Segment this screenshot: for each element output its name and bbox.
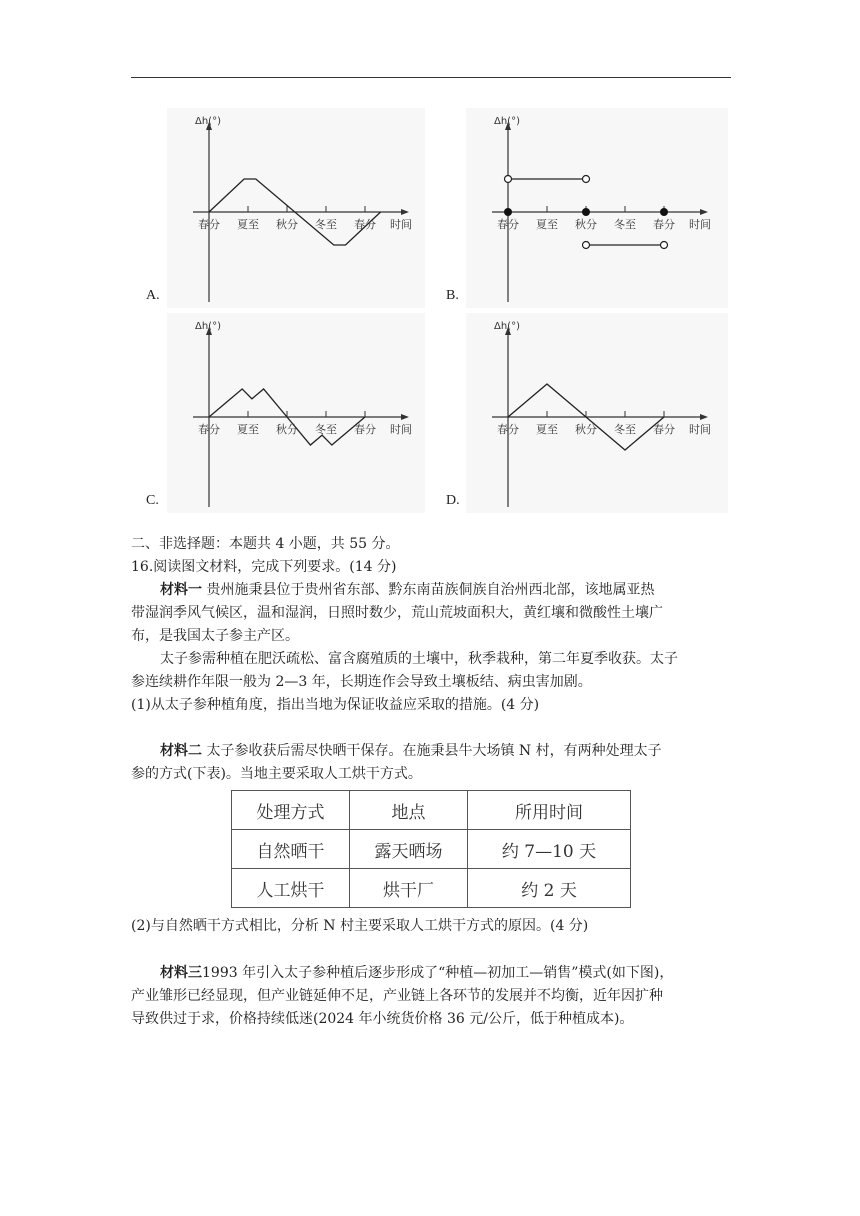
graph-a (167, 108, 425, 308)
table-cell: 烘干厂 (350, 869, 468, 908)
material3-line3: 导致供过于求，价格持续低迷(2024 年小统货价格 36 元/公斤，低于种植成本)。 (131, 1011, 634, 1027)
filled-point (504, 208, 512, 216)
graph-panel-b (466, 108, 728, 308)
x-axis-arrow (401, 209, 409, 215)
table-row (232, 869, 631, 908)
x-tick-label: 夏至 (237, 423, 259, 436)
material2-text1: 太子参收获后需尽快晒干保存。在施秉县牛大场镇 N 村，有两种处理太子 (202, 743, 662, 759)
x-tick-label: 春分 (497, 423, 519, 436)
open-point (583, 242, 590, 249)
graph-panel-a (167, 108, 425, 308)
material1-text1: 贵州施秉县位于贵州省东部、黔东南苗族侗族自治州西北部，该地属亚热 (202, 582, 655, 598)
x-tick-label: 秋分 (575, 218, 597, 231)
x-tick-label: 秋分 (276, 423, 298, 436)
graph-panel-d (466, 313, 728, 513)
table-header-row (232, 791, 631, 830)
x-tick-label: 春分 (354, 218, 376, 231)
x-axis-label: 时间 (390, 218, 412, 231)
table-cell: 约 7—10 天 (468, 830, 631, 869)
option-letter-a: A. (146, 288, 160, 303)
material3-line1 (160, 963, 673, 983)
x-tick-label: 春分 (653, 423, 675, 436)
question-2: (2)与自然晒干方式相比，分析 N 村主要采取人工烘干方式的原因。(4 分) (131, 918, 589, 934)
y-axis-label: Δh(°) (195, 116, 221, 127)
table-header-cell: 所用时间 (468, 791, 631, 830)
material1-p2-line1: 太子参需种植在肥沃疏松、富含腐殖质的土壤中，秋季栽种，第二年夏季收获。太子 (160, 651, 678, 667)
filled-point (660, 208, 668, 216)
x-axis-label: 时间 (390, 423, 412, 436)
material2-line2: 参的方式(下表)。当地主要采取人工烘干方式。 (131, 766, 422, 782)
table-cell: 约 2 天 (468, 869, 631, 908)
option-letter-d: D. (446, 493, 460, 508)
table-header-cell: 处理方式 (232, 791, 350, 830)
x-tick-label: 春分 (497, 218, 519, 231)
x-tick-label: 秋分 (276, 218, 298, 231)
material3-text1: 1993 年引入太子参种植后逐步形成了“种植—初加工—销售”模式(如下图)， (202, 965, 674, 981)
x-axis-arrow (700, 414, 708, 420)
option-letter-c: C. (146, 493, 159, 508)
material2-label: 材料二 (160, 743, 202, 759)
filled-point (582, 208, 590, 216)
x-tick-label: 春分 (198, 218, 220, 231)
open-point (583, 176, 590, 183)
x-tick-label: 冬至 (315, 423, 337, 436)
x-tick-label: 夏至 (237, 218, 259, 231)
table-row (232, 830, 631, 869)
question-1: (1)从太子参种植角度，指出当地为保证收益应采取的措施。(4 分) (131, 697, 540, 713)
graph-panel-c (167, 313, 425, 513)
material1-p2-line2: 参连续耕作年限一般为 2—3 年，长期连作会导致土壤板结、病虫害加剧。 (131, 674, 592, 690)
material1-label: 材料一 (160, 582, 202, 598)
x-tick-label: 秋分 (575, 423, 597, 436)
x-tick-label: 春分 (198, 423, 220, 436)
x-axis-arrow (700, 209, 708, 215)
graph-c (167, 313, 425, 513)
table-header-cell: 地点 (350, 791, 468, 830)
y-axis-label: Δh(°) (494, 116, 520, 127)
y-axis-label: Δh(°) (195, 321, 221, 332)
table-cell: 露天晒场 (350, 830, 468, 869)
material1-line2: 带湿润季风气候区，温和湿润，日照时数少，荒山荒坡面积大，黄红壤和微酸性土壤广 (131, 605, 663, 621)
x-tick-label: 夏至 (536, 423, 558, 436)
x-tick-label: 冬至 (614, 423, 636, 436)
material1-line3: 布，是我国太子参主产区。 (131, 628, 299, 644)
open-point (505, 176, 512, 183)
section-heading: 二、非选择题：本题共 4 小题，共 55 分。 (131, 536, 400, 552)
table-cell: 自然晒干 (232, 830, 350, 869)
graph-b (466, 108, 728, 308)
x-tick-label: 春分 (653, 218, 675, 231)
option-letter-b: B. (446, 288, 459, 303)
material3-line2: 产业雏形已经显现，但产业链延伸不足，产业链上各环节的发展并不均衡，近年因扩种 (131, 988, 663, 1004)
material3-label: 材料三 (160, 965, 202, 981)
x-tick-label: 夏至 (536, 218, 558, 231)
x-tick-label: 春分 (354, 423, 376, 436)
x-axis-arrow (401, 414, 409, 420)
x-tick-label: 冬至 (315, 218, 337, 231)
x-axis-label: 时间 (689, 423, 711, 436)
question-16-intro: 16.阅读图文材料，完成下列要求。(14 分) (131, 559, 397, 575)
graph-d (466, 313, 728, 513)
table-cell: 人工烘干 (232, 869, 350, 908)
y-axis-label: Δh(°) (494, 321, 520, 332)
material2-line1 (160, 741, 662, 761)
processing-table (231, 790, 631, 908)
x-axis-label: 时间 (689, 218, 711, 231)
top-rule (131, 77, 731, 78)
open-point (661, 242, 668, 249)
x-tick-label: 冬至 (614, 218, 636, 231)
material1-line1 (160, 580, 654, 600)
